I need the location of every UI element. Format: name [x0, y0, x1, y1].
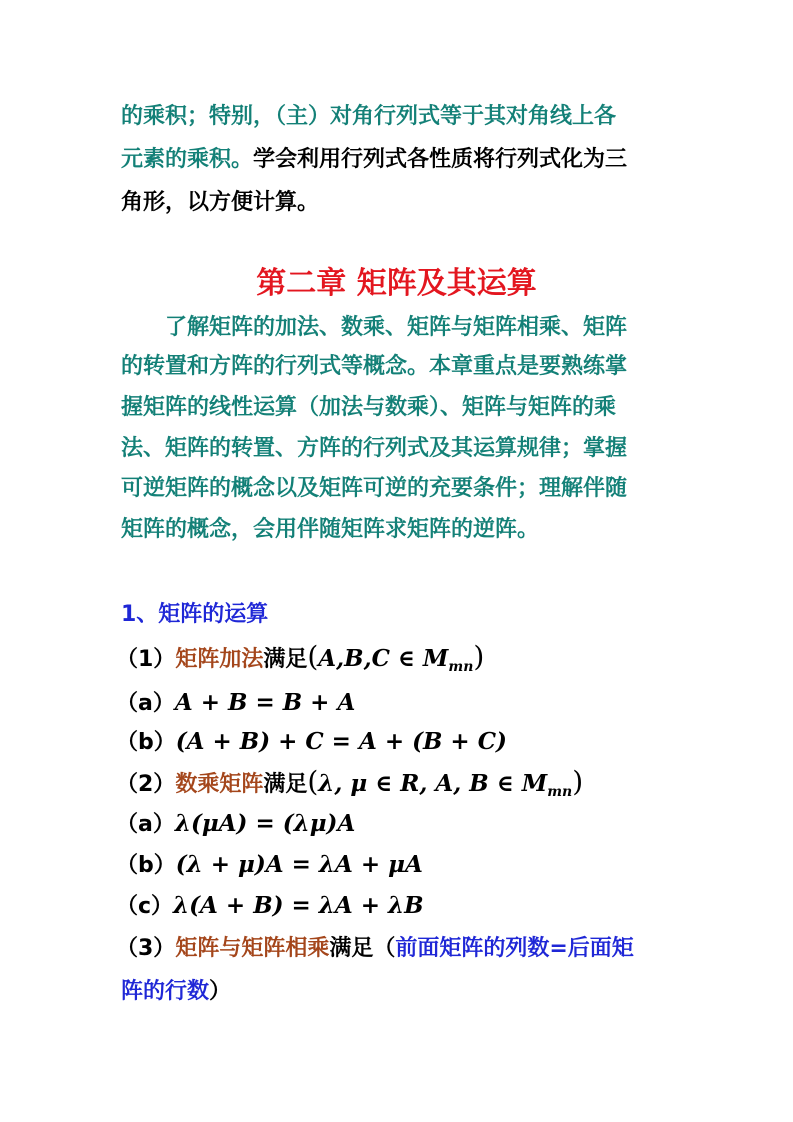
item-2-cond: 满足: [263, 772, 308, 797]
item-3-note-2: 阵的行数: [121, 979, 210, 1004]
section-heading: 1、矩阵的运算: [121, 602, 269, 627]
item-1a: [116, 688, 355, 719]
item-2b-math: (λ + μ)A = λA + μA: [175, 851, 423, 878]
intro-line-3: 角形，以方便计算。: [121, 190, 320, 215]
item-3-continuation: [121, 977, 231, 1007]
summary-line-3: 握矩阵的线性运算（加法与数乘）、矩阵与矩阵的乘: [121, 395, 617, 420]
intro-line-1-a: 的乘积；: [121, 104, 210, 129]
item-1b-math: (A + B) + C = A + (B + C): [175, 728, 507, 755]
item-3-name: 矩阵与矩阵相乘: [175, 936, 330, 961]
item-scalar-multiplication: [116, 767, 583, 807]
summary-line-6: 矩阵的概念，会用伴随矩阵求矩阵的逆阵。: [121, 517, 540, 542]
item-2a-math: λ(μA) = (λμ)A: [174, 810, 356, 837]
item-1a-label: （a）: [116, 691, 175, 716]
item-matrix-addition: [116, 642, 484, 682]
item-2c: [116, 891, 424, 922]
item-2b-label: （b）: [116, 853, 176, 878]
item-matrix-multiplication: [116, 934, 634, 964]
item-2a-label: （a）: [116, 812, 175, 837]
summary-line-5: 可逆矩阵的概念以及矩阵可逆的充要条件；理解伴随: [121, 476, 628, 501]
summary-line-1: 了解矩阵的加法、数乘、矩阵与矩阵相乘、矩阵: [121, 315, 628, 340]
item-3-number: （3）: [116, 936, 176, 961]
intro-line-2: [121, 145, 627, 175]
summary-line-4: 法、矩阵的转置、方阵的行列式及其运算规律；掌握: [121, 436, 628, 461]
item-1-cond: 满足: [263, 647, 308, 672]
intro-line-2-a: 元素的乘积。: [121, 147, 254, 172]
item-2-number: （2）: [116, 772, 176, 797]
item-2-math: (λ, μ ∈ R, A, B ∈ $M_{mn}$): [307, 765, 584, 800]
summary-line-2: 的转置和方阵的行列式等概念。本章重点是要熟练掌: [121, 354, 628, 379]
item-2b: [116, 850, 423, 881]
item-2-name: 数乘矩阵: [175, 772, 264, 797]
item-3-cond: 满足（: [329, 936, 396, 961]
item-1b: [116, 727, 507, 758]
item-2c-math: λ(A + B) = λA + λB: [173, 892, 424, 919]
item-1-math: (A,B,C ∈ $M_{mn}$): [307, 640, 485, 675]
intro-line-1-b: 特别，（主）对角行列式等于其对角线上各: [209, 104, 617, 129]
intro-line-2-b: 学会利用行列式各性质将行列式化为三: [253, 147, 628, 172]
item-1-number: （1）: [116, 647, 176, 672]
item-1b-label: （b）: [116, 730, 176, 755]
intro-line-1: [121, 102, 616, 132]
item-1a-math: A + B = B + A: [174, 689, 356, 716]
item-2a: [116, 809, 355, 840]
item-1-name: 矩阵加法: [175, 647, 264, 672]
item-2c-label: （c）: [116, 894, 174, 919]
item-3-close: ）: [209, 979, 232, 1004]
item-3-note-1: 前面矩阵的列数=后面矩: [395, 936, 634, 961]
chapter-title: 第二章 矩阵及其运算: [256, 266, 537, 301]
